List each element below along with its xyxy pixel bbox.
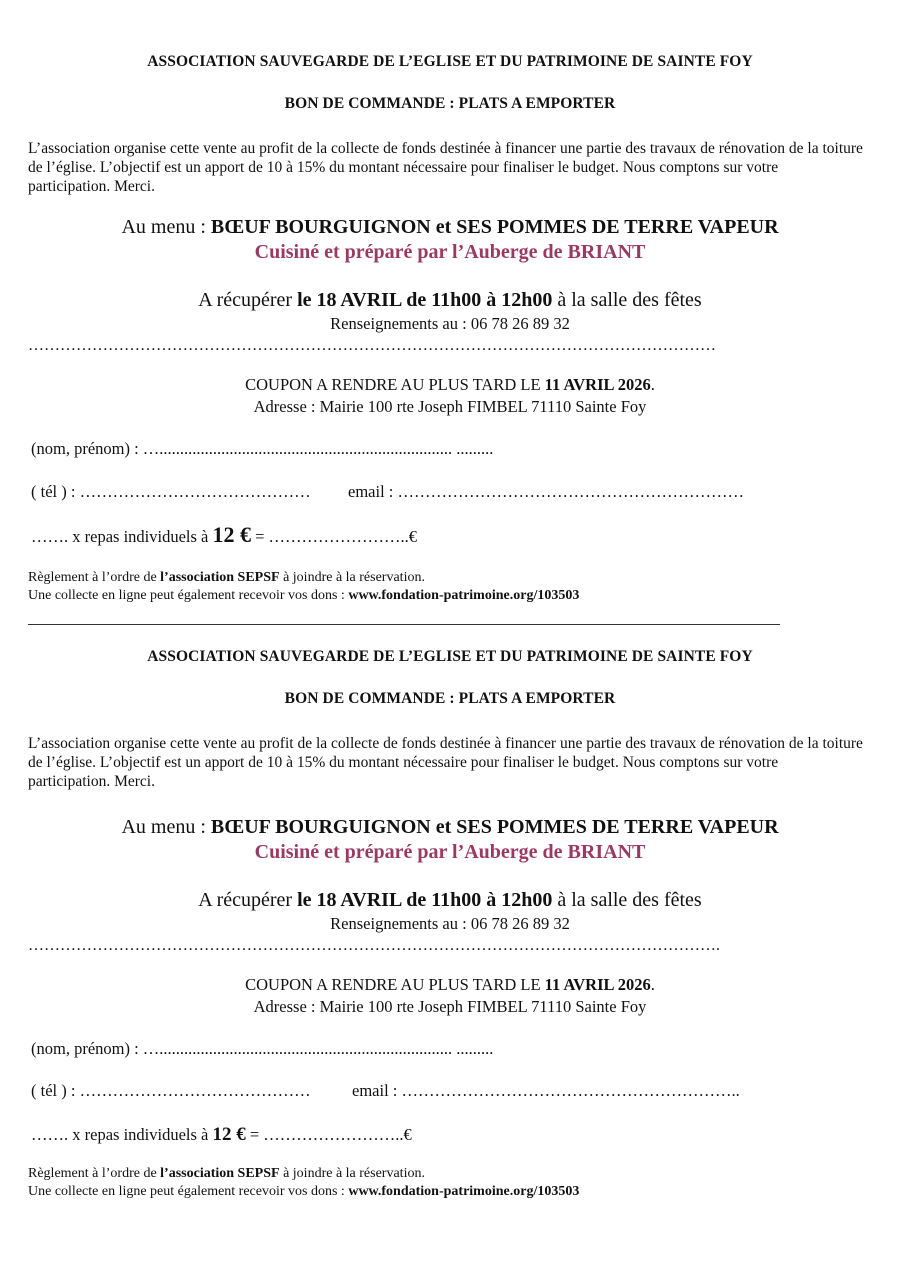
email-field[interactable]: email : …………………………………………………….. (352, 1081, 740, 1100)
address-line: Adresse : Mairie 100 rte Joseph FIMBEL 71110 Sainte Foy (253, 997, 647, 1016)
org-title: ASSOCIATION SAUVEGARDE DE L’EGLISE ET DU PATRIMOINE DE SAINTE FOY (147, 53, 753, 70)
email-field[interactable]: email : ……………………………………………………… (348, 482, 744, 501)
org-title: ASSOCIATION SAUVEGARDE DE L’EGLISE ET DU PATRIMOINE DE SAINTE FOY (147, 648, 753, 665)
coupon-suffix: . (650, 975, 655, 994)
pickup-prefix: A récupérer (198, 889, 298, 911)
coupon-date: 11 AVRIL 2026 (544, 975, 651, 994)
coupon-deadline (0, 975, 900, 995)
tel-field[interactable]: ( tél ) : …………………………………… (31, 1081, 311, 1100)
chef-line: Cuisiné et préparé par l’Auberge de BRIANT (254, 241, 646, 263)
price: 12 € (212, 522, 251, 547)
coupon-prefix: COUPON A RENDRE AU PLUS TARD LE (245, 975, 545, 994)
repas-line[interactable] (31, 522, 417, 548)
payment-prefix: Règlement à l’ordre de (28, 1166, 161, 1181)
online-url: www.fondation-patrimoine.org/103503 (348, 1184, 580, 1199)
online-line (28, 588, 579, 604)
menu-dish: BŒUF BOURGUIGNON et SES POMMES DE TERRE VAPEUR (210, 816, 779, 838)
payment-suffix: à joindre à la réservation. (279, 1166, 425, 1181)
intro-text: L’association organise cette vente au profit de la collecte de fonds destinée à financer une partie des travaux de rénovation de la toiture de l’église. L’objectif est un apport de 10 à 15% du montant nécessaire pour finaliser le budget. Nous comptons sur votre participation. Merci. (28, 735, 863, 790)
pickup-date: le 18 AVRIL de 11h00 à 12h00 (297, 289, 553, 311)
pickup-date: le 18 AVRIL de 11h00 à 12h00 (297, 889, 553, 911)
form-title: BON DE COMMANDE : PLATS A EMPORTER (284, 690, 616, 707)
chef-line: Cuisiné et préparé par l’Auberge de BRIANT (254, 841, 646, 863)
pickup-suffix: à la salle des fêtes (552, 889, 702, 911)
cut-dots: …………………………………………………………………………………………………………………. (28, 937, 720, 954)
info-line: Renseignements au : 06 78 26 89 32 (330, 314, 570, 333)
online-url: www.fondation-patrimoine.org/103503 (348, 588, 580, 603)
repas-suffix: = ……………………..€ (245, 1125, 412, 1144)
intro-text: L’association organise cette vente au profit de la collecte de fonds destinée à financer une partie des travaux de rénovation de la toiture de l’église. L’objectif est un apport de 10 à 15% du montant nécessaire pour finaliser le budget. Nous comptons sur votre participation. Merci. (28, 140, 863, 195)
coupon-suffix: . (650, 375, 655, 394)
payment-prefix: Règlement à l’ordre de (28, 570, 161, 585)
name-field[interactable]: (nom, prénom) : …....................................................................... ......... (31, 439, 494, 458)
menu-line (0, 816, 900, 839)
form-title: BON DE COMMANDE : PLATS A EMPORTER (284, 95, 616, 112)
tel-field[interactable]: ( tél ) : …………………………………… (31, 482, 311, 501)
coupon-prefix: COUPON A RENDRE AU PLUS TARD LE (245, 375, 545, 394)
pickup-prefix: A récupérer (198, 289, 298, 311)
coupon-deadline (0, 375, 900, 395)
cut-dots: ………………………………………………………………………………………………………………… (28, 337, 716, 354)
price: 12 € (212, 1124, 246, 1145)
coupon-date: 11 AVRIL 2026 (544, 375, 651, 394)
info-line: Renseignements au : 06 78 26 89 32 (330, 914, 570, 933)
payment-line (28, 570, 425, 586)
menu-line (0, 216, 900, 239)
payment-org: l’association SEPSF (160, 570, 280, 585)
menu-prefix: Au menu : (121, 816, 211, 838)
pickup-line (0, 289, 900, 312)
separator-line (28, 624, 780, 625)
payment-org: l’association SEPSF (160, 1166, 280, 1181)
payment-suffix: à joindre à la réservation. (279, 570, 425, 585)
name-field[interactable]: (nom, prénom) : …....................................................................... ......... (31, 1039, 494, 1058)
address-line: Adresse : Mairie 100 rte Joseph FIMBEL 71110 Sainte Foy (253, 397, 647, 416)
repas-prefix: ……. x repas individuels à (31, 527, 213, 546)
pickup-line (0, 889, 900, 912)
payment-line (28, 1166, 425, 1182)
online-prefix: Une collecte en ligne peut également recevoir vos dons : (28, 588, 349, 603)
pickup-suffix: à la salle des fêtes (552, 289, 702, 311)
menu-prefix: Au menu : (121, 216, 211, 238)
repas-suffix: = ……………………..€ (250, 527, 418, 546)
menu-dish: BŒUF BOURGUIGNON et SES POMMES DE TERRE VAPEUR (210, 216, 779, 238)
online-prefix: Une collecte en ligne peut également recevoir vos dons : (28, 1184, 349, 1199)
online-line (28, 1184, 579, 1200)
repas-line[interactable] (31, 1124, 412, 1146)
repas-prefix: ……. x repas individuels à (31, 1125, 213, 1144)
